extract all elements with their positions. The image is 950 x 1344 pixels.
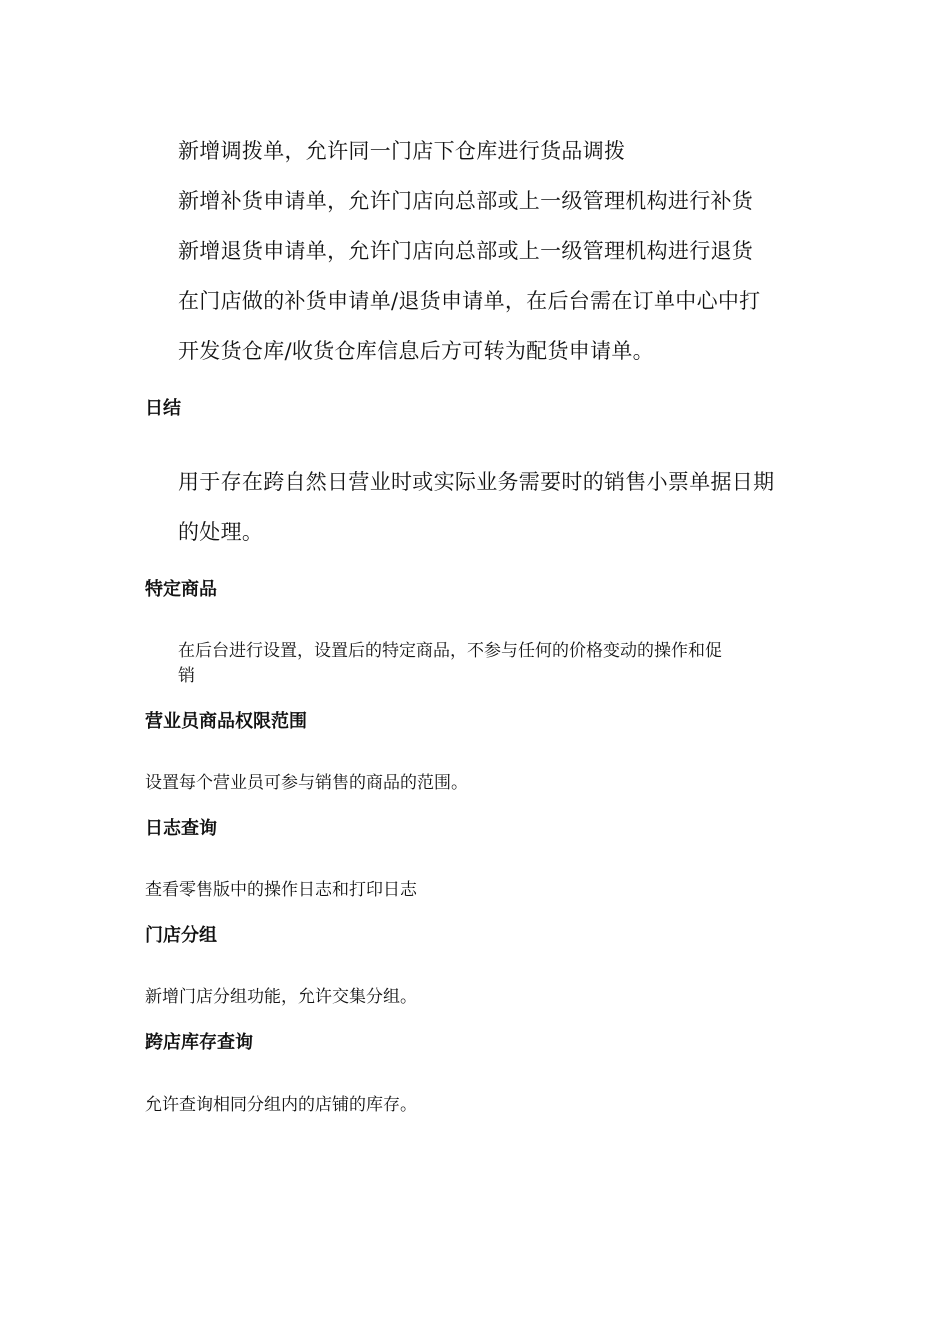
- clerk-scope-text: 设置每个营业员可参与销售的商品的范围。: [145, 773, 468, 793]
- daily-close-line-1: 用于存在跨自然日营业时或实际业务需要时的销售小票单据日期: [178, 470, 775, 494]
- intro-line-3: 新增退货申请单，允许门店向总部或上一级管理机构进行退货: [178, 239, 754, 263]
- intro-line-4: 在门店做的补货申请单/退货申请单，在后台需在订单中心中打: [178, 289, 761, 313]
- special-goods-line-1: 在后台进行设置，设置后的特定商品，不参与任何的价格变动的操作和促: [178, 641, 722, 661]
- special-goods-line-2: 销: [178, 666, 195, 686]
- intro-line-2: 新增补货申请单，允许门店向总部或上一级管理机构进行补货: [178, 189, 754, 213]
- log-query-text: 查看零售版中的操作日志和打印日志: [145, 880, 417, 900]
- intro-line-1: 新增调拨单，允许同一门店下仓库进行货品调拨: [178, 139, 626, 163]
- daily-close-heading: 日结: [145, 398, 181, 419]
- clerk-scope-heading: 营业员商品权限范围: [145, 711, 307, 732]
- cross-store-stock-heading: 跨店库存查询: [145, 1032, 253, 1053]
- store-group-text: 新增门店分组功能，允许交集分组。: [145, 987, 417, 1007]
- special-goods-heading: 特定商品: [145, 579, 217, 600]
- log-query-heading: 日志查询: [145, 818, 217, 839]
- intro-line-5: 开发货仓库/收货仓库信息后方可转为配货申请单。: [178, 339, 654, 363]
- cross-store-stock-text: 允许查询相同分组内的店铺的库存。: [145, 1095, 417, 1115]
- daily-close-line-2: 的处理。: [178, 520, 264, 544]
- store-group-heading: 门店分组: [145, 925, 217, 946]
